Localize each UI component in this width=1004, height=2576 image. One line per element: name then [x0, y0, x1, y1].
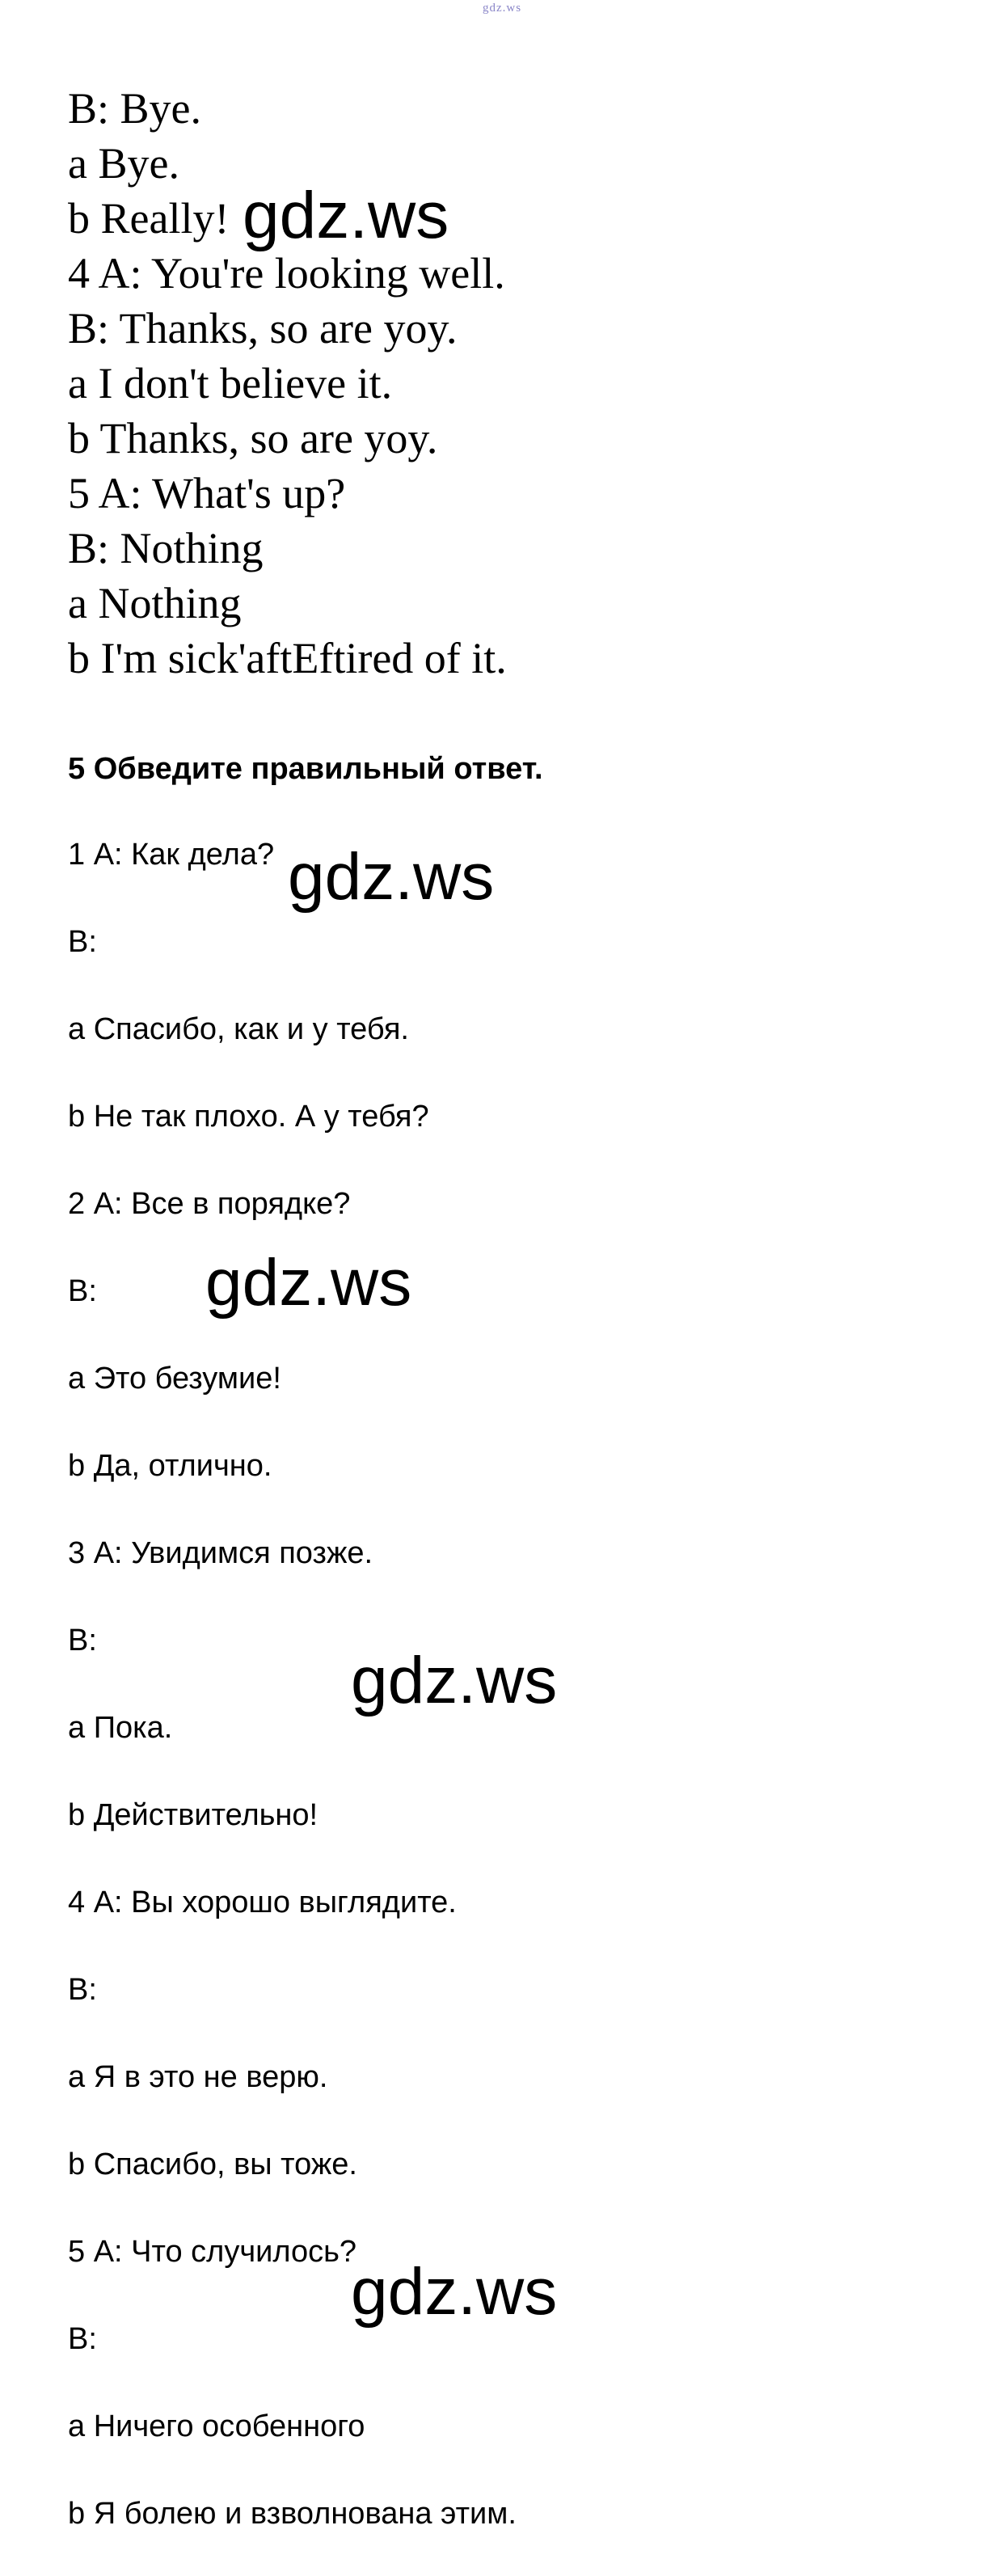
watermark: gdz.ws: [351, 2255, 558, 2329]
translation-line: В:: [68, 925, 97, 959]
dialogue-line: B: Bye.: [68, 84, 202, 133]
translation-line: b Спасибо, вы тоже.: [68, 2147, 357, 2181]
watermark: gdz.ws: [288, 840, 495, 914]
translation-line: 5 А: Что случилось?: [68, 2235, 357, 2269]
translation-line: В:: [68, 1624, 97, 1658]
translation-line: b Я болею и взволнована этим.: [68, 2497, 517, 2531]
watermark: gdz.ws: [205, 1246, 412, 1320]
translation-line: b Не так плохо. А у тебя?: [68, 1100, 429, 1134]
translation-line: 4 А: Вы хорошо выглядите.: [68, 1886, 457, 1919]
top-watermark: gdz.ws: [482, 2, 522, 15]
dialogue-line: B: Thanks, so are yoy.: [68, 304, 458, 353]
dialogue-line: a Nothing: [68, 579, 242, 627]
translation-line: 2 А: Все в порядке?: [68, 1187, 351, 1221]
dialogue-line: b Thanks, so are yoy.: [68, 414, 438, 462]
translation-line: а Пока.: [68, 1711, 173, 1745]
translation-line: b Действительно!: [68, 1798, 318, 1832]
dialogue-line: a I don't believe it.: [68, 359, 393, 408]
dialogue-line: 4 A: You're looking well.: [68, 249, 505, 298]
translation-line: 1 А: Как дела?: [68, 838, 275, 872]
translation-line: а Ничего особенного: [68, 2409, 365, 2443]
dialogue-line: B: Nothing: [68, 524, 264, 572]
dialogue-line: b Really!: [68, 194, 230, 243]
section-heading: 5 Обведите правильный ответ.: [68, 752, 543, 786]
translation-line: а Спасибо, как и у тебя.: [68, 1012, 409, 1046]
translation-line: 3 А: Увидимся позже.: [68, 1536, 373, 1570]
translation-line: а Это безумие!: [68, 1362, 281, 1396]
translation-line: В:: [68, 1274, 97, 1308]
translation-line: а Я в это не верю.: [68, 2060, 328, 2094]
watermark: gdz.ws: [243, 179, 449, 252]
watermark: gdz.ws: [351, 1644, 558, 1717]
dialogue-line: b I'm sick'aftEftired of it.: [68, 634, 507, 682]
dialogue-line: 5 A: What's up?: [68, 469, 346, 517]
translation-line: В:: [68, 1973, 97, 2007]
dialogue-line: a Bye.: [68, 139, 179, 188]
translation-line: В:: [68, 2322, 97, 2356]
english-dialogue-block: [68, 81, 507, 686]
translation-line: b Да, отлично.: [68, 1449, 272, 1483]
